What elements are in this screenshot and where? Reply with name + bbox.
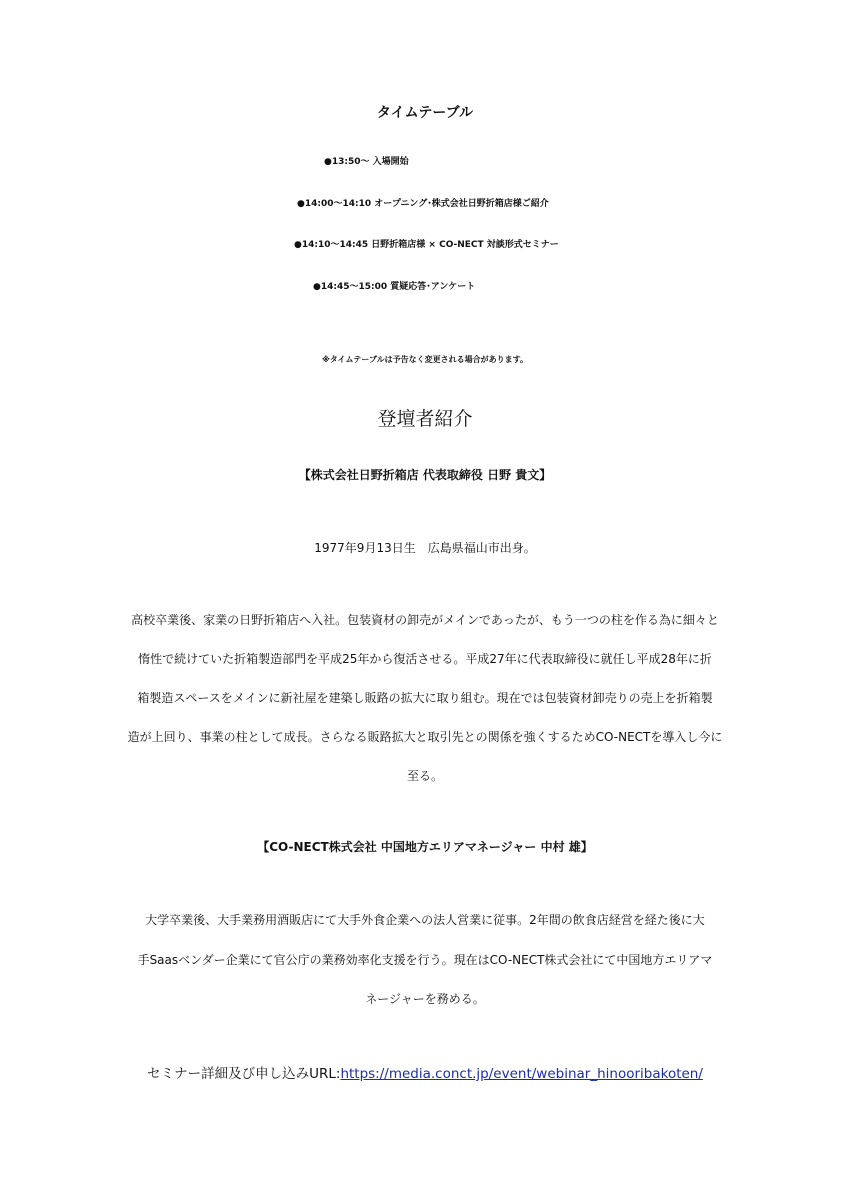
speaker1-bio-line: 高校卒業後、家業の日野折箱店へ入社。包装資材の卸売がメインであったが、もう一つの柱を作る為に細々と — [131, 613, 719, 627]
speakers-title: 登壇者紹介 — [377, 408, 473, 430]
speaker1-birth: 1977年9月13日生 広島県福山市出身。 — [314, 541, 536, 555]
seminar-url-line — [0, 1062, 850, 1082]
speaker1-bio-line: 箱製造スペースをメインに新社屋を建築し販路の拡大に取り組む。現在では包装資材卸売りの売上を折箱製 — [137, 691, 713, 705]
timetable-item: ●14:45～15:00 質疑応答･アンケート — [313, 282, 476, 292]
seminar-url-label: セミナー詳細及び申し込みURL: — [147, 1066, 341, 1082]
speaker2-bio-line: 手Saasベンダー企業にて官公庁の業務効率化支援を行う。現在はCO-NECT株式会社にて中国地方エリアマ — [137, 953, 713, 967]
speaker2-bio-line: ネージャーを務める。 — [365, 992, 485, 1006]
timetable-item: ●13:50～ 入場開始 — [324, 157, 409, 167]
timetable-note: ※タイムテーブルは予告なく変更される場合があります。 — [321, 355, 529, 364]
speaker1-heading: 【株式会社日野折箱店 代表取締役 日野 貴文】 — [298, 468, 552, 482]
speaker1-bio-line: 惰性で続けていた折箱製造部門を平成25年から復活させる。平成27年に代表取締役に就任し平成28年に折 — [138, 652, 712, 666]
timetable-item: ●14:10～14:45 日野折箱店様 × CO-NECT 対談形式セミナー — [294, 240, 559, 250]
timetable-title: タイムテーブル — [376, 105, 474, 121]
speaker2-bio-line: 大学卒業後、大手業務用酒販店にて大手外食企業への法人営業に従事。2年間の飲食店経営を経た後に大 — [145, 913, 705, 927]
speaker2-heading: 【CO-NECT株式会社 中国地方エリアマネージャー 中村 雄】 — [257, 840, 593, 854]
speaker1-bio-line: 至る。 — [406, 769, 443, 783]
timetable-item: ●14:00～14:10 オープニング･株式会社日野折箱店様ご紹介 — [297, 199, 549, 209]
seminar-url-link[interactable]: https://media.conct.jp/event/webinar_hinooribakoten/ — [340, 1066, 703, 1082]
speaker1-bio-line: 造が上回り、事業の柱として成長。さらなる販路拡大と取引先との関係を強くするためCO-NECTを導入し今に — [127, 730, 723, 744]
